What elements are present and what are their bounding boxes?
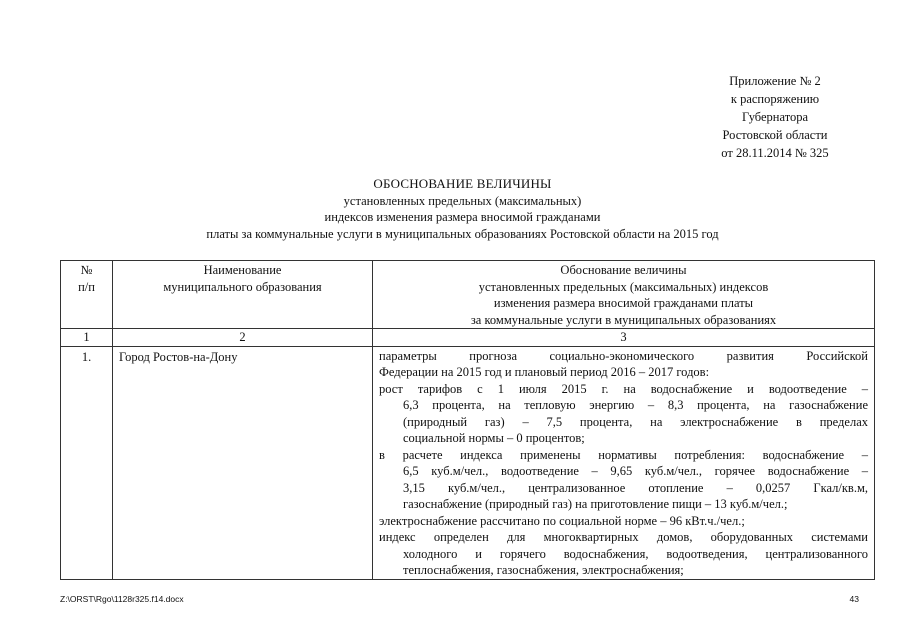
title-line: платы за коммунальные услуги в муниципальных образованиях Ростовской области на 2015 год — [206, 226, 719, 241]
header-justification: Обоснование величины установленных предельных (максимальных) индексов изменения размера вносимой гражданами платы за коммунальные услуги в муниципальных образованиях — [373, 261, 875, 329]
footer-file-path: Z:\ORST\Rgo\1128r325.f14.docx — [60, 594, 184, 604]
table-header-row — [61, 261, 875, 329]
table-row — [61, 346, 875, 579]
header-municipality: Наименование муниципального образования — [113, 261, 373, 329]
appendix-line: от 28.11.2014 № 325 — [721, 146, 829, 160]
title-line: индексов изменения размера вносимой гражданами — [324, 210, 601, 224]
row-number: 1. — [61, 346, 113, 579]
appendix-line: к распоряжению — [730, 92, 820, 106]
appendix-line: Ростовской области — [722, 128, 828, 142]
title-main: ОБОСНОВАНИЕ ВЕЛИЧИНЫ — [373, 176, 552, 191]
column-number: 1 — [61, 329, 113, 347]
column-number: 2 — [113, 329, 373, 347]
justification-text: параметры прогноза социально-экономического развития Российской Федерации на 2015 год и плановый период 2016 – 2017 годов: рост тарифов с 1 июля 2015 г. на водоснабжение и водоотведение – 6,3 процента, на тепловую энергию – 8,3 процента, на газоснабжение (природный газ) – 7,5 процента, на электроснабжение в пределах социальной нормы – 0 процентов; в расчете индекса применены нормативы потребления: водоснабжение – 6,5 куб.м/чел., водоотведение – 9,65 куб.м/чел., горячее водоснабжение – 3,15 куб.м/чел., централизованное отопление – 0,0257 Гкал/кв.м, газоснабжение (природный газ) на приготовление пищи – 13 куб.м/чел.; электроснабжение рассчитано по социальной норме – 96 кВт.ч./чел.; индекс определен для многоквартирных домов, оборудованных системами холодного и горячего водоснабжения, водоотведения, централизованного теплоснабжения, газоснабжения, электроснабжения; — [373, 346, 875, 579]
document-title — [60, 176, 865, 242]
column-number-row — [61, 329, 875, 347]
title-line: установленных предельных (максимальных) — [343, 193, 582, 208]
municipality-name: Город Ростов-на-Дону — [113, 346, 373, 579]
justification-table — [60, 260, 875, 580]
appendix-line: Приложение № 2 — [729, 74, 821, 88]
header-number: № п/п — [61, 261, 113, 329]
page-number: 43 — [849, 594, 859, 604]
column-number: 3 — [373, 329, 875, 347]
appendix-line: Губернатора — [741, 110, 809, 124]
appendix-header — [660, 72, 890, 162]
